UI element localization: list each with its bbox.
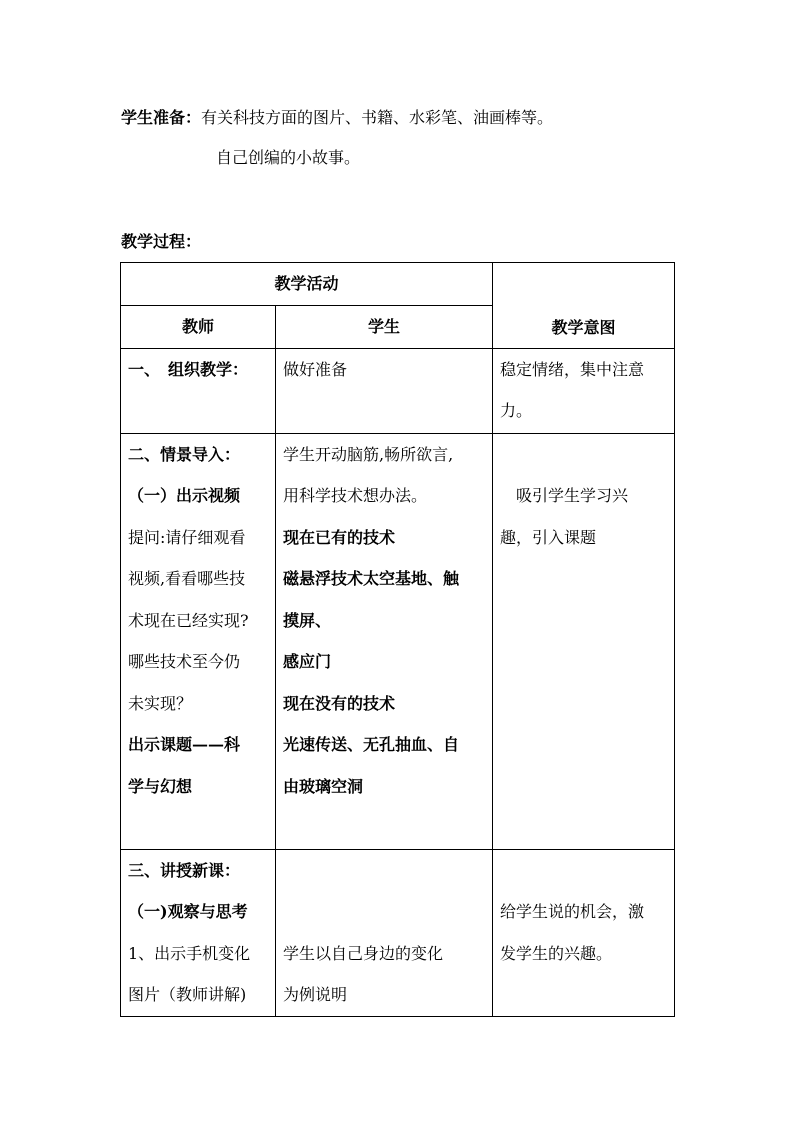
row1-intent-line-2: 力。 <box>500 401 533 420</box>
row2-intent-line-2: 趣，引入课题 <box>500 527 597 547</box>
table-header-row-1 <box>121 263 675 306</box>
row2-intent-spacer <box>500 434 667 476</box>
row2-teacher-bold-line-1: 出示课题——科 <box>128 735 241 754</box>
row3-teacher-line-2: （一)观察与思考 <box>128 902 248 921</box>
header-teacher: 教师 <box>121 306 276 349</box>
prep-line-2: 自己创编的小故事。 <box>216 148 361 167</box>
row2-teacher-line-3: 提问:请仔细观看 <box>128 527 246 547</box>
row2-teacher-line-1: 二、情景导入： <box>128 444 241 464</box>
row1-intent <box>493 348 675 433</box>
row3-student-spacer-1 <box>283 850 485 892</box>
row1-teacher <box>121 348 276 433</box>
row2-student-line-1: 学生开动脑筋,畅所欲言, <box>283 444 454 464</box>
table-row <box>121 433 675 849</box>
row1-intent-line-1: 稳定情绪，集中注意 <box>500 359 645 379</box>
row2-student <box>276 433 493 849</box>
row1-teacher-text: 一、 组织教学： <box>128 359 249 379</box>
row3-student <box>276 849 493 1016</box>
row2-student-bold-line-6: 光速传送、无孔抽血、自 <box>283 735 460 754</box>
row3-student-line-1: 学生以自己身边的变化 <box>283 943 444 963</box>
row3-teacher-line-3: 1、出示手机变化 <box>128 943 251 963</box>
row3-intent-line-2: 发学生的兴趣。 <box>500 943 613 963</box>
header-teaching-activity: 教学活动 <box>121 263 493 306</box>
row2-teacher <box>121 433 276 849</box>
row3-intent-spacer <box>500 850 667 892</box>
prep-line-1 <box>121 108 553 128</box>
prep-materials: 有关科技方面的图片、书籍、水彩笔、油画棒等。 <box>201 108 554 127</box>
row2-teacher-bold-line-2: 学与幻想 <box>128 776 193 796</box>
process-title: 教学过程： <box>121 232 202 251</box>
table-row <box>121 849 675 1016</box>
row2-student-bold-line-1: 现在已有的技术 <box>283 527 396 547</box>
row2-intent-line-1: 吸引学生学习兴 <box>516 486 629 505</box>
row2-teacher-line-7: 未实现？ <box>128 693 193 713</box>
row1-student-text: 做好准备 <box>283 359 348 379</box>
row2-student-bold-line-3: 摸屏、 <box>283 610 332 630</box>
row3-teacher <box>121 849 276 1016</box>
table-row <box>121 348 675 433</box>
row2-intent <box>493 433 675 849</box>
row2-teacher-line-6: 哪些技术至今仍 <box>128 652 241 671</box>
row2-student-bold-line-5: 现在没有的技术 <box>283 693 396 713</box>
prep-label: 学生准备： <box>121 108 202 127</box>
row3-intent-line-1: 给学生说的机会，激 <box>500 902 645 921</box>
row3-student-spacer-2 <box>283 891 485 933</box>
header-student: 学生 <box>276 306 493 349</box>
row2-student-bold-line-7: 由玻璃空洞 <box>283 776 364 796</box>
row1-student <box>276 348 493 433</box>
row3-student-line-2: 为例说明 <box>283 985 348 1004</box>
header-teaching-intent-label: 教学意图 <box>551 317 616 337</box>
header-teaching-intent <box>493 263 675 349</box>
row2-teacher-line-4: 视频,看看哪些技 <box>128 569 246 588</box>
row3-teacher-line-4: 图片（教师讲解) <box>128 985 247 1004</box>
row2-teacher-line-5: 术现在已经实现? <box>128 610 249 630</box>
row2-teacher-line-2: （一）出示视频 <box>128 486 241 505</box>
teaching-plan-table <box>120 262 675 1017</box>
row2-student-bold-line-4: 感应门 <box>283 652 332 671</box>
row2-student-line-2: 用科学技术想办法。 <box>283 486 428 505</box>
row3-intent <box>493 849 675 1016</box>
row3-teacher-line-1: 三、讲授新课： <box>128 860 241 880</box>
row2-student-bold-line-2: 磁悬浮技术太空基地、触 <box>283 569 460 588</box>
